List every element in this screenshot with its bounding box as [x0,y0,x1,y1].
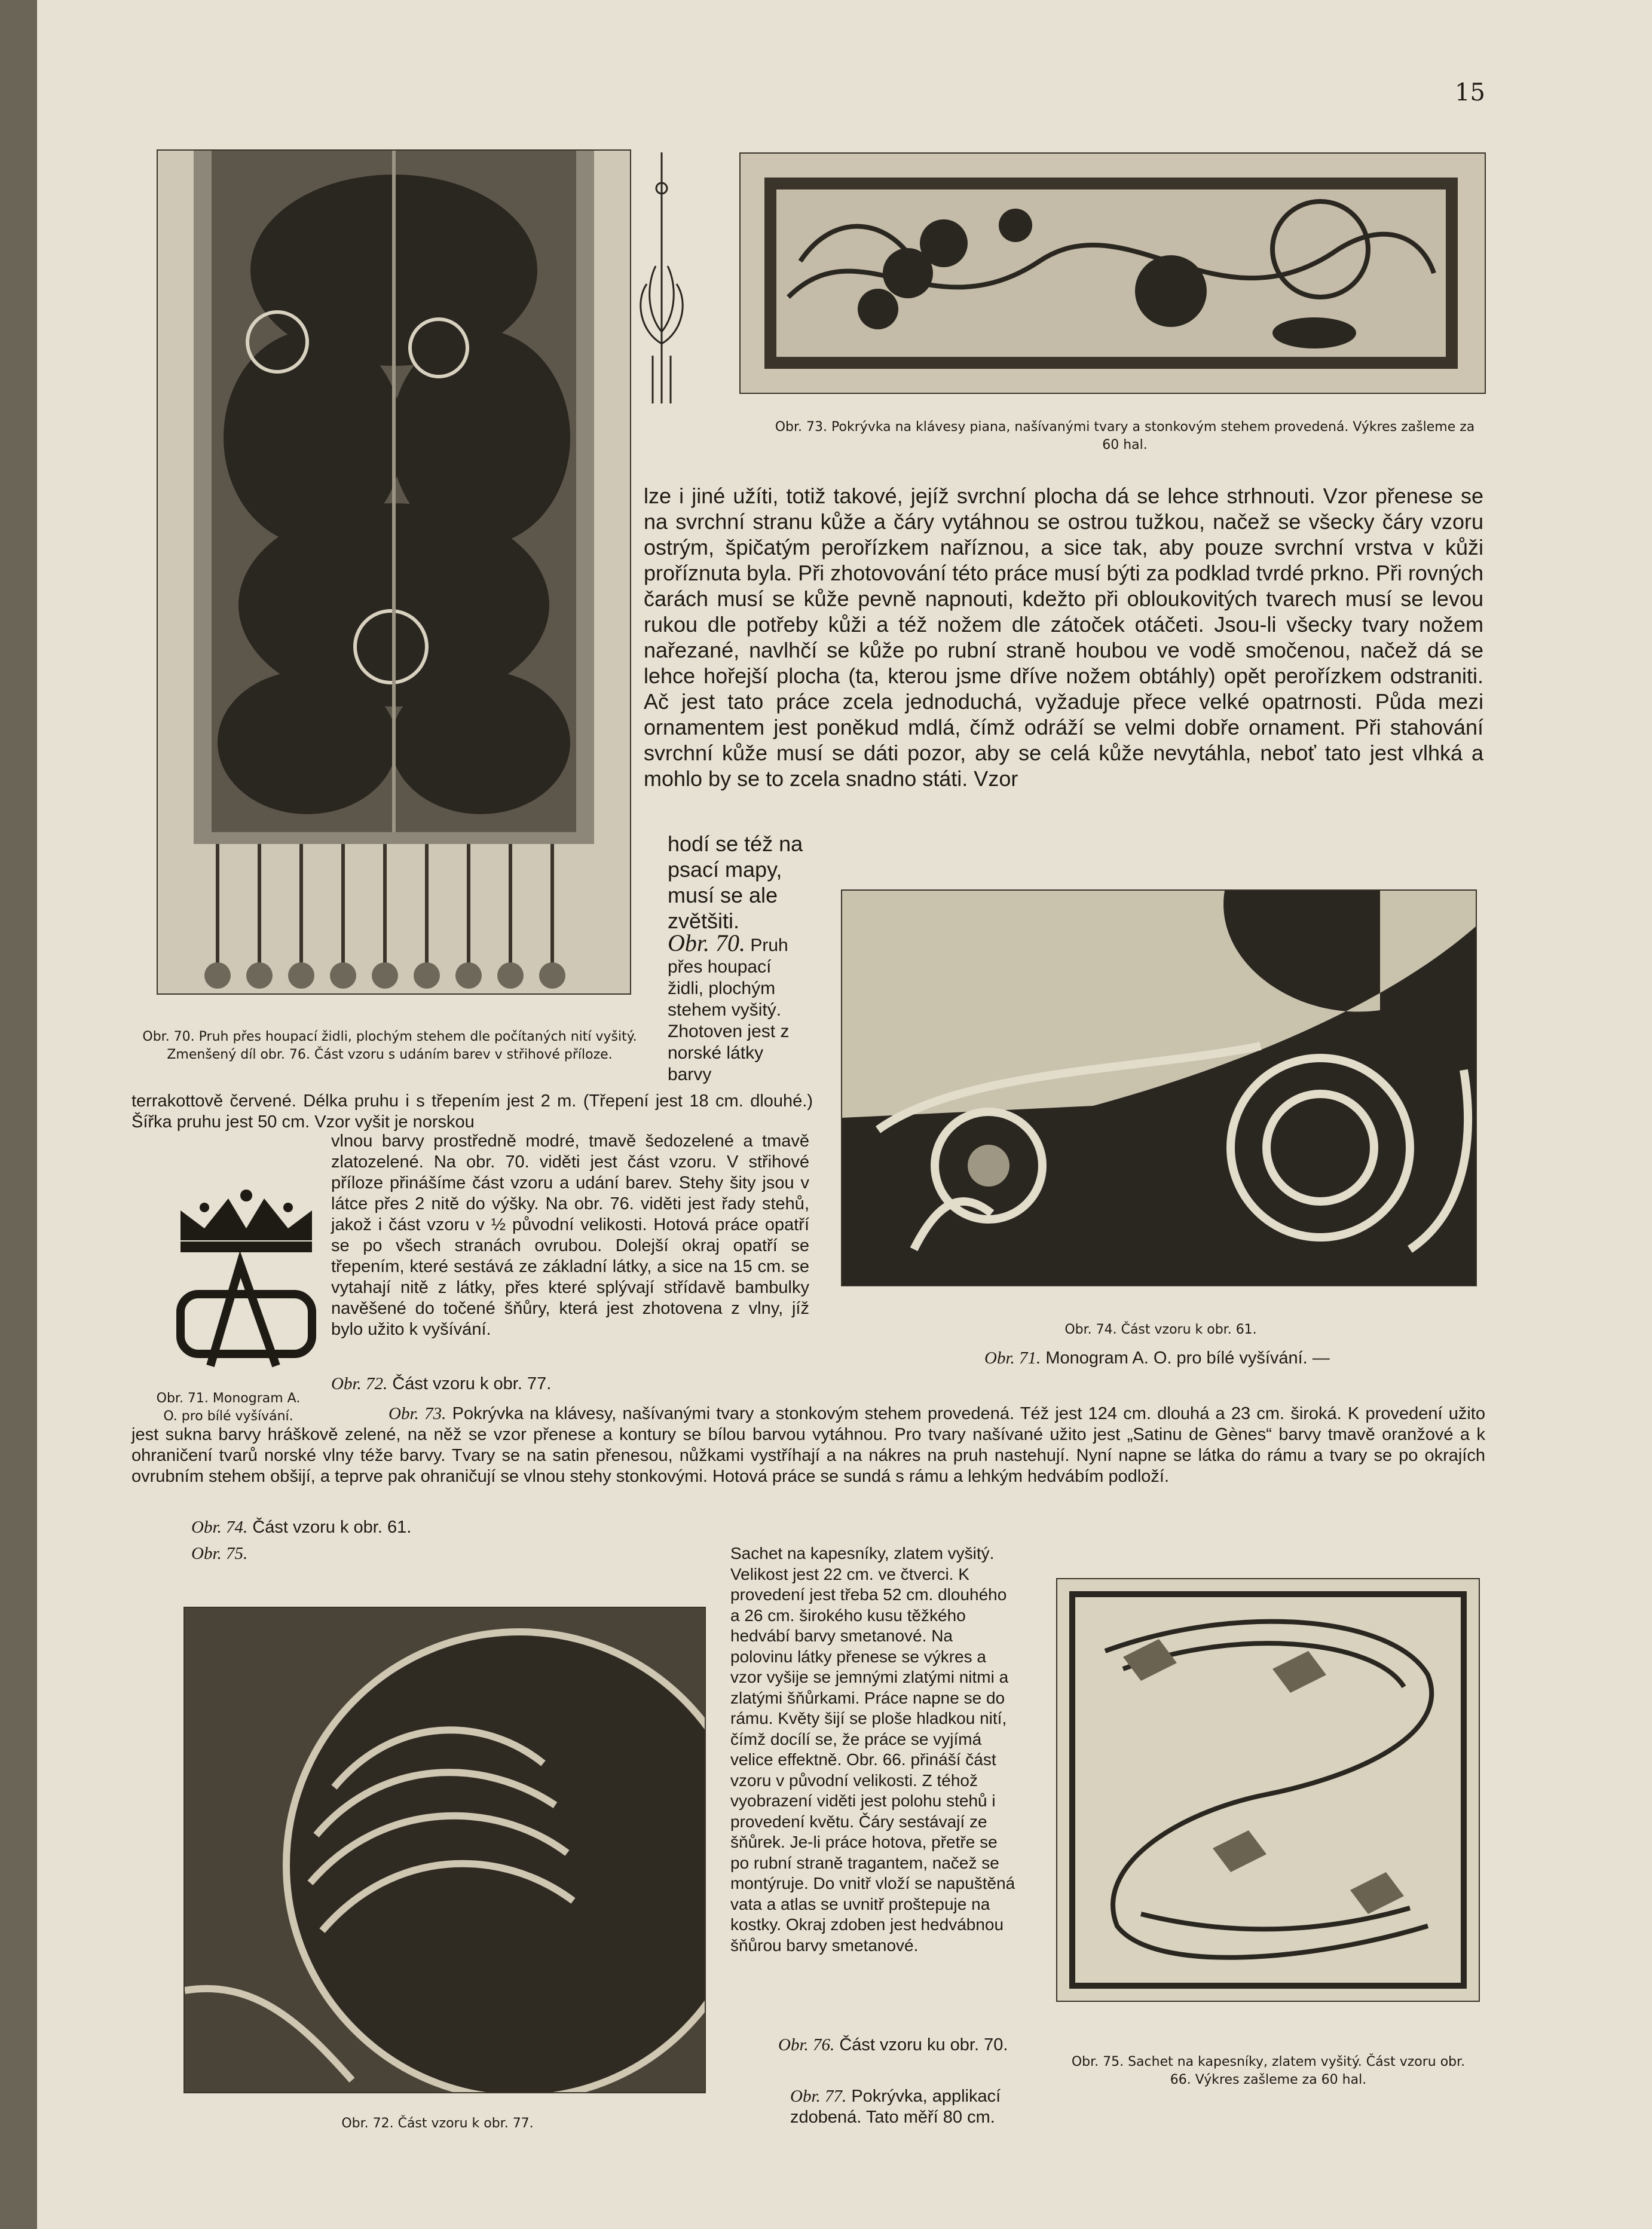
figure-71-caption: Obr. 71. Monogram A. O. pro bílé vyšívání. [156,1391,301,1424]
obr75-label: Obr. 75. [191,1544,248,1563]
figure-73-image [739,152,1486,394]
sachet-illustration [1057,1579,1479,2001]
monogram-ao-illustration [157,1175,336,1372]
figure-70-image [157,149,631,995]
obr73-paragraph [131,1404,1485,1487]
round-coil-illustration [185,1608,705,2092]
obr70-label: Obr. 70. [668,929,746,956]
figure-72-image [183,1607,706,2093]
obr76-text: Část vzoru ku obr. 70. [839,2035,1008,2054]
obr74-label: Obr. 74. [191,1518,248,1537]
figure-73-caption: Obr. 73. Pokrývka na klávesy piana, našívanými tvary a stonkovým stehem provedená. Výkres zašleme za 60 hal. [775,420,1475,452]
magazine-page [37,0,1652,2229]
obr77-line [790,2086,1023,2128]
obr72-label: Obr. 72. [331,1374,388,1393]
narrow-paragraph: hodí se též na psací mapy, musí se ale zvětšiti. [668,831,803,933]
main-paragraph: lze i jiné užíti, totiž takové, jejíž svrchní plocha dá se lehce strhnouti. Vzor přenese se na svrchní stranu kůže a čáry vytáhnou se ostrou tužkou, načež se všecky čáry vzoru ostrým, špičatým perořízkem naříznou, a sice tak, aby pouze svrchní vrstva v kůži proříznuta byla. Při zhotovování této práce musí býti za podklad tvrdé prkno. Při rovných čarách musí se kůže pevně napnouti, kdežto při obloukovitých tvarech musí se levou rukou dle potřeby kůži a též nožem dle zátoček otáčeti. Jsou-li všecky tvary nožem nařezané, navlhčí se kůže po rubní straně houbou ve vodě smočenou, načež dá se lehce hořejší plocha (ta, kterou jsme dříve nožem obtáhly) opět perořízkem odstraniti. Ač jest tato práce zcela jednoduchá, vyžaduje přece velké opatrnosti. Půda mezi ornamentem jest poněkud mdlá, čímž odráží se velmi dobře ornament. Při stahování svrchní kůže musí se dáti pozor, aby se celá kůže nevytáhla, neboť tato jest vlhká a mohlo by se to zcela snadno státi. Vzor [644,484,1483,791]
lace-corner-illustration [842,891,1476,1285]
figure-72-caption: Obr. 72. Část vzoru k obr. 77. [341,2116,534,2131]
obr76-line [778,2035,1023,2056]
obr73-label: Obr. 73. [388,1404,446,1423]
chair-runner-illustration [158,151,630,993]
obr77-text: Pokrývka, applikací zdobená. Tato měří 80 cm. [790,2087,1001,2127]
ornament-drawing [629,152,695,409]
obr71-line [984,1348,1492,1369]
obr71-label: Obr. 71. [984,1349,1041,1368]
piano-cover-illustration [741,154,1485,393]
obr72-text: Část vzoru k obr. 77. [392,1374,552,1393]
obr73-text: Pokrývka na klávesy, našívanými tvary a stonkovým stehem provedená. Též jest 124 cm. dlouhá a 23 cm. široká. K provedení užito jest sukna barvy hráškově zelené, na něž se vzor přenese a kontury se bílou barvou vytáhnou. Pro tvary našívané užito jest „Satinu de Gènes“ barvy tmavě oranžové a k ohraničení tvarů norské vlny téže barvy. Tvary se na satin přenesou, nůžkami vystříhají a na nákres na pruh nastehují. Nyní napne se látka do rámu a tvary se po okrajích ovrubním stehem obšijí, a teprve pak ohraničují se vlnou stehy stonkovými. Hotová práce se sundá s rámu a lehkým hedvábím podloží. [131,1404,1485,1486]
obr71-text: Monogram A. O. pro bílé vyšívání. — [1045,1349,1330,1368]
figure-74-caption: Obr. 74. Část vzoru k obr. 61. [1064,1322,1257,1337]
figure-75-image [1056,1578,1480,2002]
obr70-text: Pruh přes houpací židli, plochým stehem vyšitý. Zhotoven jest z norské látky barvy [668,935,790,1084]
obr70-continuation-2: vlnou barvy prostředně modré, tmavě šedozelené a tmavě zlatozelené. Na obr. 70. viděti jest část vzoru. V střihové příloze přinášíme část vzoru a udání barev. Stehy šity jsou v látce přes 2 nitě do výšky. Na obr. 76. viděti jest řady stehů, jakož i část vzoru v ½ původní velikosti. Hotová práce opatří se po všech stranách ovrubou. Dolejší okraj opatří se třepením, které sestává ze základní látky, a sice na 15 cm. se vytahají nitě z látky, přes které splývají střídavě bambulky navěšené do točené šňůry, která jest zhotovena z vlny, jíž bylo užito k vyšívání. [331,1132,809,1339]
obr75-paragraph: Sachet na kapesníky, zlatem vyšitý. Velikost jest 22 cm. ve čtverci. K provedení jest třeba 52 cm. dlouhého a 26 cm. širokého kusu těžkého hedvábí barvy smetanové. Na polovinu látky přenese se výkres a vzor vyšije se jemnými zlatými nitmi a zlatými šňůrkami. Práce napne se do rámu. Květy šijí se ploše hladkou nití, čímž docílí se, že práce se vyjímá velice effektně. Obr. 66. přináší část vzoru v původní velikosti. Z téhož vyobrazení viděti jest polohu stehů i provedení květu. Čáry sestávají ze šňůrek. Je-li práce hotova, přetře se po rubní straně tragantem, načež se montýruje. Do vnitř vloží se napuštěná vata a atlas se uvnitř proštepuje na kostky. Okraj zdoben jest hedvábnou šňůrou barvy smetanové. [730,1544,1015,1955]
figure-74-image [841,889,1477,1286]
figure-70-caption: Obr. 70. Pruh přes houpací židli, plochým stehem dle počítaných nití vyšitý. Zmenšený díl obr. 76. Část vzoru s udáním barev v střihové příloze. [142,1029,637,1062]
figure-75-caption: Obr. 75. Sachet na kapesníky, zlatem vyšitý. Část vzoru obr. 66. Výkres zašleme za 60 hal. [1071,2054,1466,2087]
page-number: 15 [1455,79,1485,106]
obr74-line [191,1517,729,1538]
obr72-line [331,1374,869,1395]
obr74-text: Část vzoru k obr. 61. [252,1518,412,1537]
figure-71-image [157,1175,336,1372]
obr77-label: Obr. 77. [790,2087,847,2106]
obr70-continuation-1: terrakottově červené. Délka pruhu i s třepením jest 2 m. (Třepení jest 18 cm. dlouhé.) Šířka pruhu jest 50 cm. Vzor vyšit je norskou [131,1091,813,1132]
obr76-label: Obr. 76. [778,2035,835,2054]
obr70-paragraph [668,929,805,1086]
